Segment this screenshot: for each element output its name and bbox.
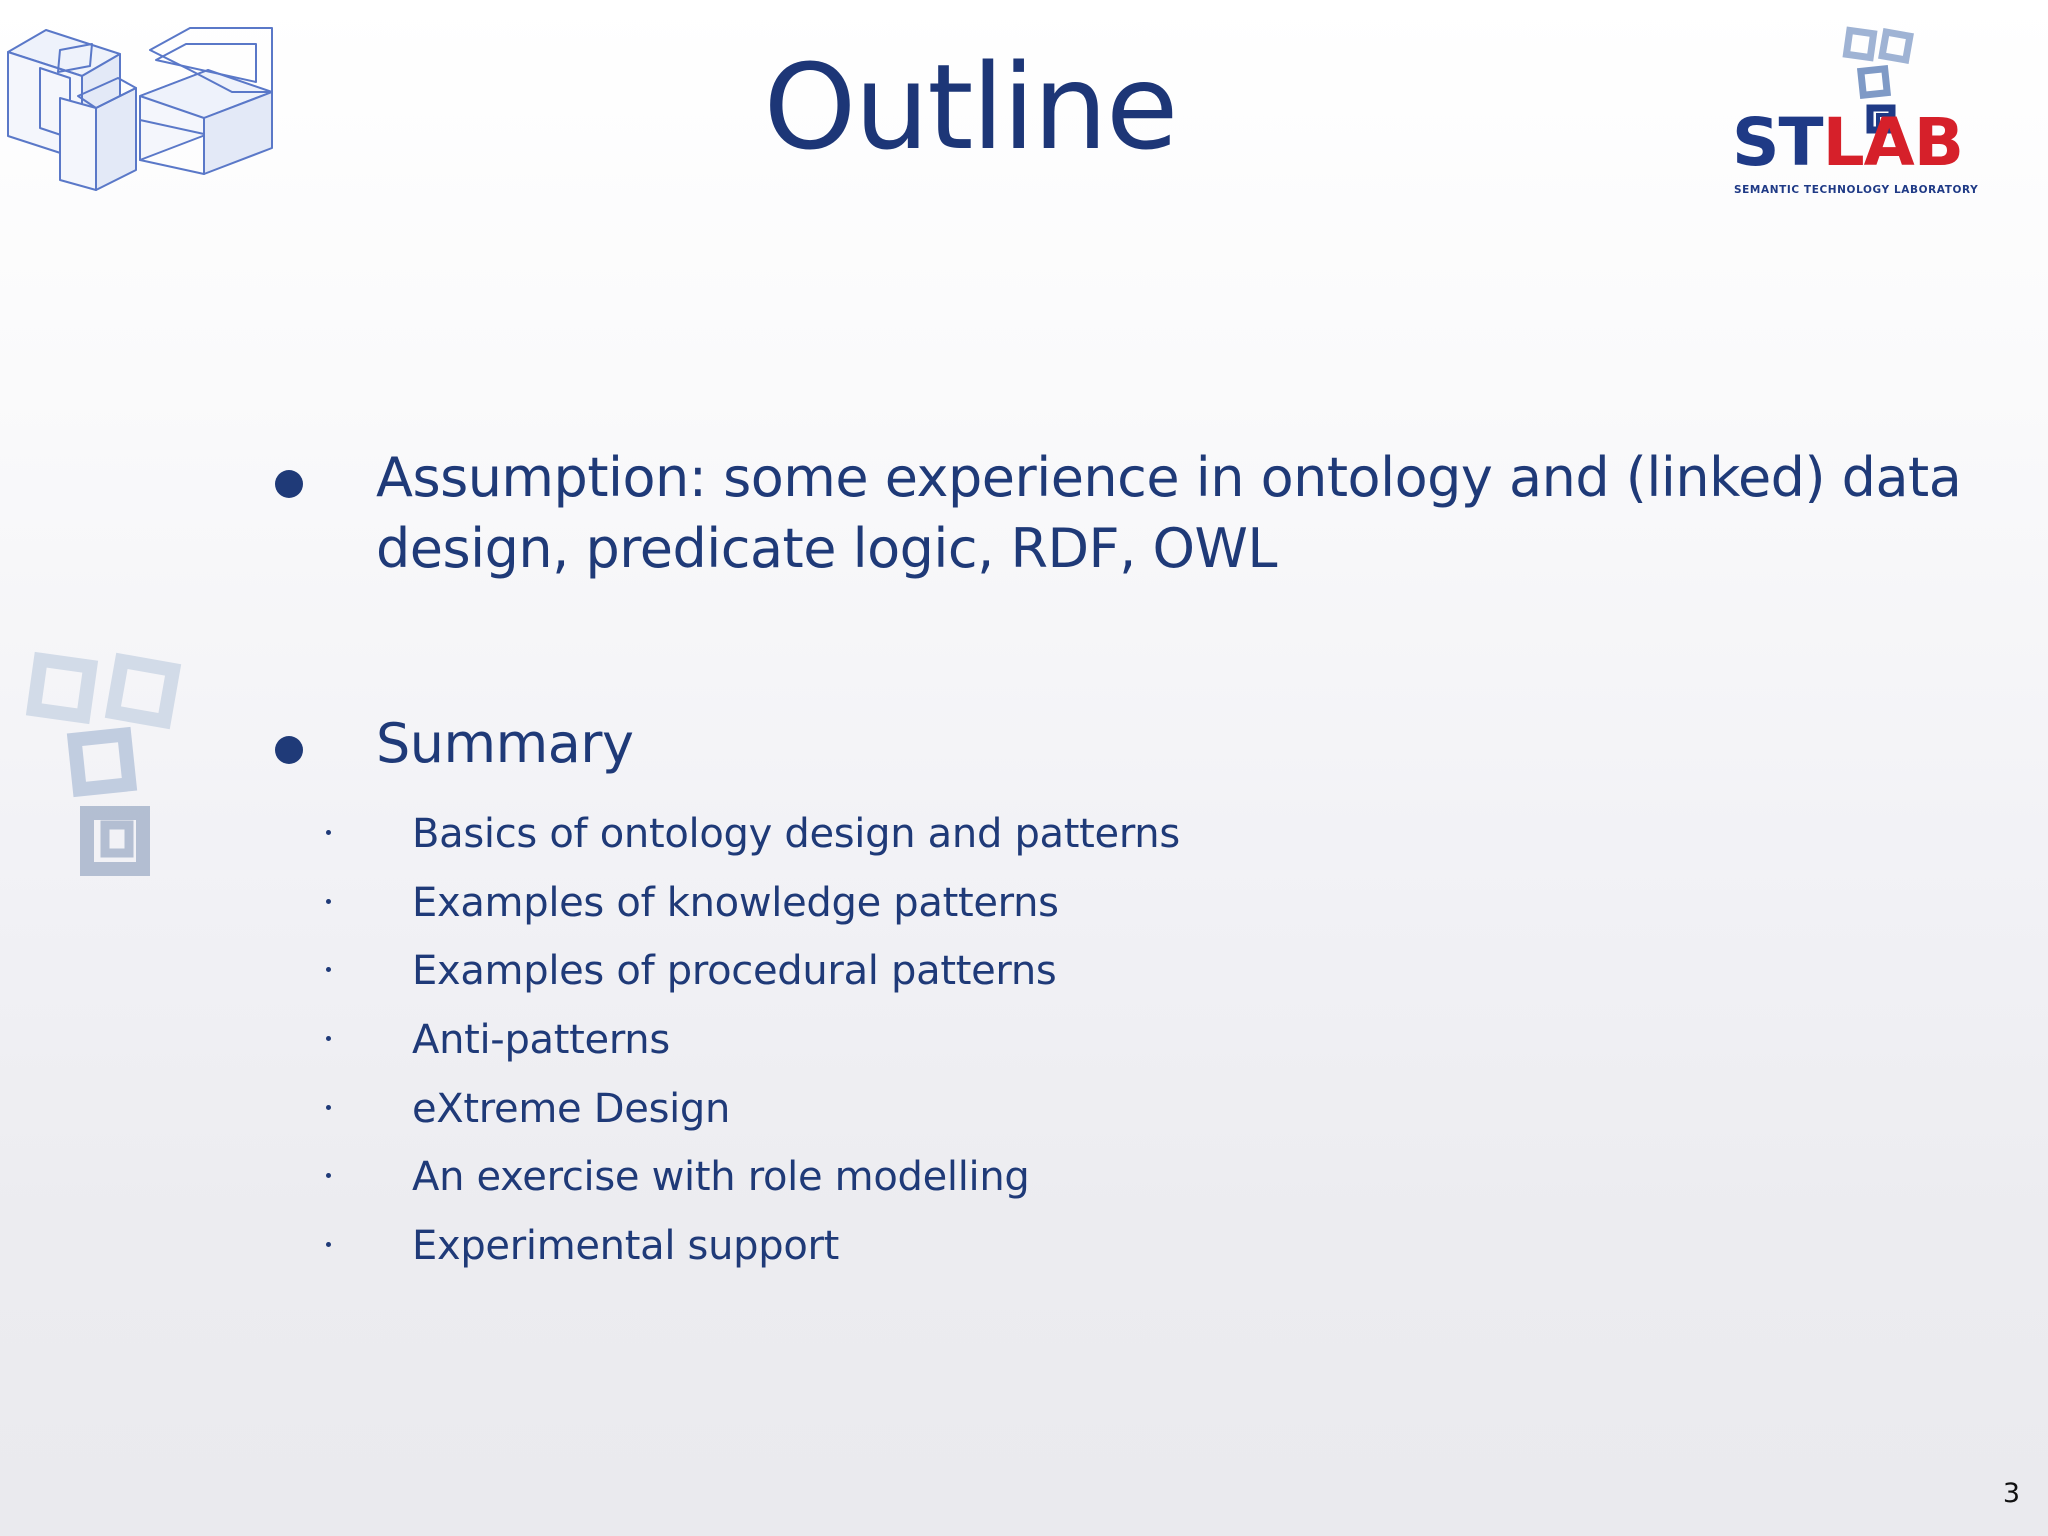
sub-bullet-dot [326, 967, 331, 972]
list-item [320, 1006, 1720, 1075]
bullet-dot [275, 470, 303, 498]
stlab-subtitle: SEMANTIC TECHNOLOGY LABORATORY [1734, 184, 1979, 196]
sub-bullet-dot [326, 830, 331, 835]
list-item [320, 800, 1720, 869]
bullet-text: Summary [376, 712, 634, 775]
list-item-text: Examples of procedural patterns [412, 948, 1057, 995]
summary-list [320, 800, 1720, 1281]
sub-bullet-dot [326, 1173, 331, 1178]
sub-bullet-dot [326, 1036, 331, 1041]
list-item-text: Anti-patterns [412, 1017, 670, 1064]
stlab-logo [1732, 24, 2042, 196]
list-item [320, 1212, 1720, 1281]
sub-bullet-dot [326, 1105, 331, 1110]
sub-bullet-dot [326, 899, 331, 904]
slide-title: Outline [763, 38, 1177, 176]
bullet-text: Assumption: some experience in ontology and (linked) data design, predicate logic, RDF, OWL [376, 446, 1962, 580]
list-item-text: Basics of ontology design and patterns [412, 811, 1180, 857]
list-item-text: Experimental support [412, 1223, 840, 1270]
stacked-squares-icon [25, 645, 195, 885]
stlab-word-lab: LAB [1822, 104, 1964, 181]
stlab-word-st: ST [1732, 104, 1823, 181]
list-item [320, 937, 1720, 1006]
sub-bullet-dot [326, 1242, 331, 1247]
list-item [320, 869, 1720, 938]
bullet-dot [275, 736, 303, 764]
list-item-text: An exercise with role modelling [412, 1154, 1030, 1201]
list-item [320, 1143, 1720, 1212]
stlab-wordmark [1732, 104, 2042, 181]
list-item [320, 1075, 1720, 1144]
list-item-text: Examples of knowledge patterns [412, 879, 1059, 926]
page-number: 3 [2002, 1478, 2020, 1509]
list-item-text: eXtreme Design [412, 1085, 731, 1132]
